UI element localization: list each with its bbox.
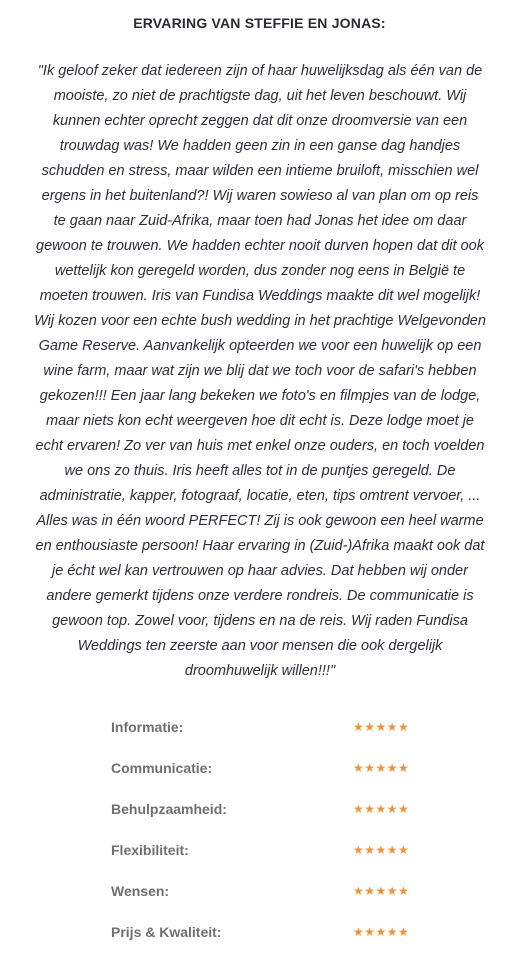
rating-row-communicatie xyxy=(0,753,519,794)
rating-label: Behulpzaamheid: xyxy=(111,801,227,817)
star-rating-icon: ★★★★★ xyxy=(353,802,410,816)
rating-label: Wensen: xyxy=(111,883,170,899)
rating-label: Communicatie: xyxy=(111,760,213,776)
rating-row-informatie xyxy=(0,712,519,753)
rating-row-flexibiliteit xyxy=(0,835,519,876)
star-rating-icon: ★★★★★ xyxy=(353,884,410,898)
rating-row-behulpzaamheid xyxy=(0,794,519,835)
star-rating-icon: ★★★★★ xyxy=(353,843,410,857)
star-rating-icon: ★★★★★ xyxy=(353,761,410,775)
testimonial-quote: "Ik geloof zeker dat iedereen zijn of haar huwelijksdag als één van de mooiste, zo niet de prachtigste dag, uit het leven beschouwt. Wij kunnen echter oprecht zeggen dat dit onze droomversie van een trouwdag was! We hadden geen zin in een ganse dag handjes schudden en stress, maar wilden een intieme bruiloft, misschien wel ergens in het buitenland?! Wij waren sowieso al van plan om op reis te gaan naar Zuid-Afrika, maar toen had Jonas het idee om daar gewoon te trouwen. We hadden echter nooit durven hopen dat dit ook wettelijk kon geregeld worden, dus zonder nog eens in België te moeten trouwen. Iris van Fundisa Weddings maakte dit wel mogelijk! Wij kozen voor een echte bush wedding in het prachtige Welgevonden Game Reserve. Aanvankelijk opteerden we voor een huwelijk op een wine farm, maar wat zijn we blij dat we toch voor de safari's hebben gekozen!!! Een jaar lang bekeken we foto's en filmpjes van de lodge, maar niets kon echt weergeven hoe dit echt is. Deze lodge moet je echt ervaren! Zo ver van huis met enkel onze ouders, en toch voelden we ons zo thuis. Iris heeft alles tot in de puntjes geregeld. De administratie, kapper, fotograaf, locatie, eten, tips omtrent vervoer, ... Alles was in één woord PERFECT! Zij is ook gewoon een heel warme en enthousiaste persoon! Haar ervaring in (Zuid-)Afrika maakt ook dat je écht wel kan vertrouwen op haar advies. Dat hebben wij onder andere gemerkt tijdens onze verdere rondreis. De communicatie is gewoon top. Zowel voor, tijdens en na de reis. Wij raden Fundisa Weddings ten zeerste aan voor mensen die ook dergelijk droomhuwelijk willen!!!" xyxy=(34,63,486,679)
rating-label: Flexibiliteit: xyxy=(111,842,189,858)
star-rating-icon: ★★★★★ xyxy=(353,720,410,734)
testimonial-title: ERVARING VAN STEFFIE EN JONAS: xyxy=(133,15,386,31)
rating-label: Informatie: xyxy=(111,719,184,735)
rating-row-wensen xyxy=(0,876,519,917)
rating-row-prijs-kwaliteit xyxy=(0,917,519,958)
rating-label: Prijs & Kwaliteit: xyxy=(111,924,222,940)
ratings-list xyxy=(0,712,519,958)
star-rating-icon: ★★★★★ xyxy=(353,925,410,939)
